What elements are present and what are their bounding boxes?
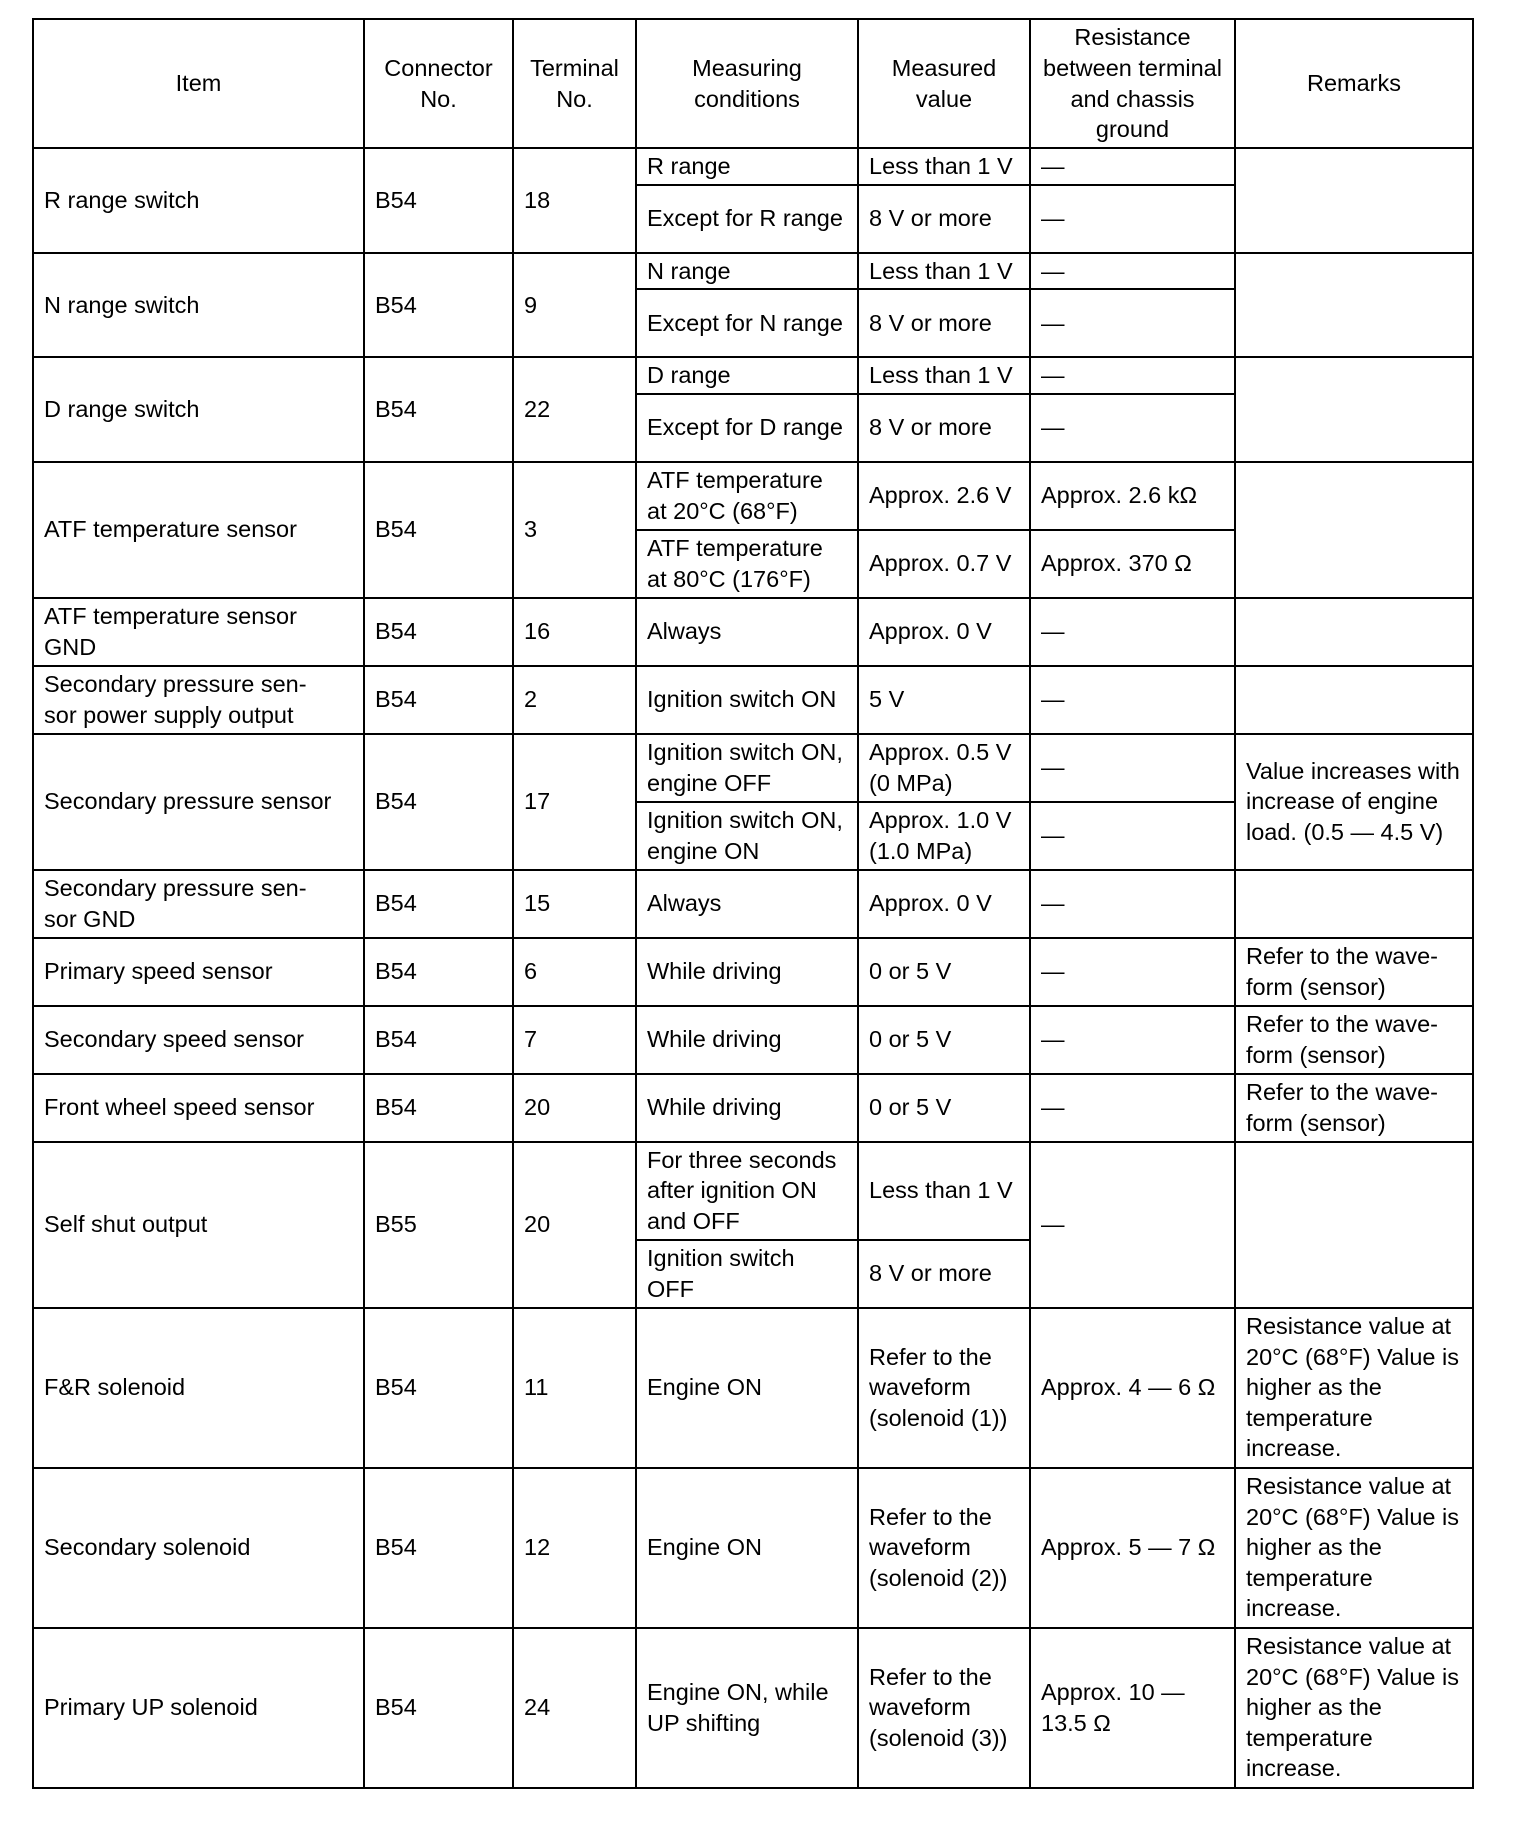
terminal-cell: 6 xyxy=(513,938,636,1006)
remarks-cell xyxy=(1235,1142,1473,1308)
remarks-cell xyxy=(1235,253,1473,358)
resistance-cell: — xyxy=(1030,289,1235,357)
header-remarks: Remarks xyxy=(1235,19,1473,148)
header-item: Item xyxy=(33,19,364,148)
condition-cell: Ignition switch OFF xyxy=(636,1240,858,1308)
terminal-cell: 20 xyxy=(513,1074,636,1142)
measured-value-cell: Less than 1 V xyxy=(858,148,1030,185)
connector-cell: B54 xyxy=(364,938,513,1006)
measured-value-cell: Less than 1 V xyxy=(858,357,1030,394)
measured-value-cell: 0 or 5 V xyxy=(858,1006,1030,1074)
condition-cell: Ignition switch ON, engine OFF xyxy=(636,734,858,802)
item-cell: D range switch xyxy=(33,357,364,462)
connector-cell: B54 xyxy=(364,462,513,598)
terminal-cell: 16 xyxy=(513,598,636,666)
table-row xyxy=(33,1468,1473,1628)
terminal-cell: 2 xyxy=(513,666,636,734)
remarks-cell xyxy=(1235,666,1473,734)
remarks-cell xyxy=(1235,598,1473,666)
connector-cell: B54 xyxy=(364,666,513,734)
terminal-cell: 24 xyxy=(513,1628,636,1788)
table-row xyxy=(33,253,1473,290)
connector-cell: B55 xyxy=(364,1142,513,1308)
table-row xyxy=(33,462,1473,530)
condition-cell: Engine ON xyxy=(636,1308,858,1468)
header-conditions: Measuring conditions xyxy=(636,19,858,148)
terminal-spec-table xyxy=(32,18,1474,1789)
table-row xyxy=(33,1142,1473,1240)
connector-cell: B54 xyxy=(364,1006,513,1074)
condition-cell: Except for D range xyxy=(636,394,858,462)
condition-cell: While driving xyxy=(636,1074,858,1142)
resistance-cell: — xyxy=(1030,598,1235,666)
header-resistance: Resistance between terminal and chassis ground xyxy=(1030,19,1235,148)
terminal-cell: 3 xyxy=(513,462,636,598)
measured-value-cell: 8 V or more xyxy=(858,289,1030,357)
measured-value-cell: Less than 1 V xyxy=(858,253,1030,290)
condition-cell: ATF temperature at 80°C (176°F) xyxy=(636,530,858,598)
measured-value-cell: Approx. 0.5 V (0 MPa) xyxy=(858,734,1030,802)
measured-value-cell: 0 or 5 V xyxy=(858,1074,1030,1142)
measured-value-cell: Approx. 2.6 V xyxy=(858,462,1030,530)
measured-value-cell: Approx. 0.7 V xyxy=(858,530,1030,598)
terminal-cell: 17 xyxy=(513,734,636,870)
resistance-cell: — xyxy=(1030,1006,1235,1074)
item-cell: R range switch xyxy=(33,148,364,253)
item-cell: Front wheel speed sensor xyxy=(33,1074,364,1142)
condition-cell: Always xyxy=(636,870,858,938)
connector-cell: B54 xyxy=(364,734,513,870)
remarks-cell: Refer to the wave- form (sensor) xyxy=(1235,1006,1473,1074)
item-cell: Primary speed sensor xyxy=(33,938,364,1006)
resistance-cell: — xyxy=(1030,870,1235,938)
table-row xyxy=(33,1308,1473,1468)
terminal-cell: 18 xyxy=(513,148,636,253)
resistance-cell: Approx. 4 — 6 Ω xyxy=(1030,1308,1235,1468)
resistance-cell: — xyxy=(1030,185,1235,253)
table-row xyxy=(33,1074,1473,1142)
remarks-cell xyxy=(1235,462,1473,598)
header-connector: Connector No. xyxy=(364,19,513,148)
condition-cell: Except for R range xyxy=(636,185,858,253)
remarks-cell: Resistance value at 20°C (68°F) Value is higher as the temperature increase. xyxy=(1235,1468,1473,1628)
resistance-cell: Approx. 10 — 13.5 Ω xyxy=(1030,1628,1235,1788)
connector-cell: B54 xyxy=(364,253,513,358)
item-cell: Secondary pressure sensor xyxy=(33,734,364,870)
resistance-cell: — xyxy=(1030,734,1235,802)
connector-cell: B54 xyxy=(364,870,513,938)
measured-value-cell: 5 V xyxy=(858,666,1030,734)
measured-value-cell: 8 V or more xyxy=(858,394,1030,462)
measured-value-cell: Refer to the waveform (solenoid (2)) xyxy=(858,1468,1030,1628)
measured-value-cell: Approx. 0 V xyxy=(858,598,1030,666)
connector-cell: B54 xyxy=(364,598,513,666)
item-cell: Primary UP solenoid xyxy=(33,1628,364,1788)
table-row xyxy=(33,598,1473,666)
measured-value-cell: Less than 1 V xyxy=(858,1142,1030,1240)
resistance-cell: — xyxy=(1030,253,1235,290)
table-body xyxy=(33,148,1473,1788)
item-cell: N range switch xyxy=(33,253,364,358)
remarks-cell: Resistance value at 20°C (68°F) Value is higher as the temperature increase. xyxy=(1235,1628,1473,1788)
table-row xyxy=(33,938,1473,1006)
resistance-cell: — xyxy=(1030,1142,1235,1308)
resistance-cell: — xyxy=(1030,802,1235,870)
condition-cell: Always xyxy=(636,598,858,666)
condition-cell: For three seconds after ignition ON and OFF xyxy=(636,1142,858,1240)
condition-cell: ATF temperature at 20°C (68°F) xyxy=(636,462,858,530)
resistance-cell: Approx. 5 — 7 Ω xyxy=(1030,1468,1235,1628)
resistance-cell: Approx. 370 Ω xyxy=(1030,530,1235,598)
item-cell: Secondary pressure sen- sor power supply output xyxy=(33,666,364,734)
item-cell: ATF temperature sensor xyxy=(33,462,364,598)
measured-value-cell: Refer to the waveform (solenoid (3)) xyxy=(858,1628,1030,1788)
terminal-cell: 22 xyxy=(513,357,636,462)
condition-cell: Engine ON, while UP shifting xyxy=(636,1628,858,1788)
connector-cell: B54 xyxy=(364,1308,513,1468)
item-cell: ATF temperature sensor GND xyxy=(33,598,364,666)
terminal-cell: 7 xyxy=(513,1006,636,1074)
resistance-cell: — xyxy=(1030,666,1235,734)
table-row xyxy=(33,1628,1473,1788)
terminal-cell: 9 xyxy=(513,253,636,358)
remarks-cell xyxy=(1235,357,1473,462)
connector-cell: B54 xyxy=(364,1074,513,1142)
condition-cell: Ignition switch ON, engine ON xyxy=(636,802,858,870)
condition-cell: R range xyxy=(636,148,858,185)
table-row xyxy=(33,357,1473,394)
measured-value-cell: Approx. 1.0 V (1.0 MPa) xyxy=(858,802,1030,870)
table-row xyxy=(33,870,1473,938)
item-cell: Secondary pressure sen- sor GND xyxy=(33,870,364,938)
item-cell: Secondary speed sensor xyxy=(33,1006,364,1074)
header-row xyxy=(33,19,1473,148)
measured-value-cell: 8 V or more xyxy=(858,1240,1030,1308)
condition-cell: Engine ON xyxy=(636,1468,858,1628)
connector-cell: B54 xyxy=(364,357,513,462)
item-cell: Secondary solenoid xyxy=(33,1468,364,1628)
remarks-cell: Value increases with increase of engine load. (0.5 — 4.5 V) xyxy=(1235,734,1473,870)
condition-cell: D range xyxy=(636,357,858,394)
condition-cell: While driving xyxy=(636,1006,858,1074)
resistance-cell: — xyxy=(1030,394,1235,462)
measured-value-cell: 8 V or more xyxy=(858,185,1030,253)
remarks-cell: Refer to the wave- form (sensor) xyxy=(1235,938,1473,1006)
measured-value-cell: 0 or 5 V xyxy=(858,938,1030,1006)
resistance-cell: — xyxy=(1030,938,1235,1006)
table-row xyxy=(33,666,1473,734)
resistance-cell: — xyxy=(1030,357,1235,394)
header-terminal: Terminal No. xyxy=(513,19,636,148)
item-cell: Self shut output xyxy=(33,1142,364,1308)
connector-cell: B54 xyxy=(364,1628,513,1788)
connector-cell: B54 xyxy=(364,148,513,253)
header-measured-value: Measured value xyxy=(858,19,1030,148)
terminal-cell: 15 xyxy=(513,870,636,938)
remarks-cell: Refer to the wave- form (sensor) xyxy=(1235,1074,1473,1142)
condition-cell: Ignition switch ON xyxy=(636,666,858,734)
measured-value-cell: Approx. 0 V xyxy=(858,870,1030,938)
remarks-cell xyxy=(1235,870,1473,938)
resistance-cell: — xyxy=(1030,148,1235,185)
remarks-cell: Resistance value at 20°C (68°F) Value is higher as the temperature increase. xyxy=(1235,1308,1473,1468)
condition-cell: N range xyxy=(636,253,858,290)
condition-cell: Except for N range xyxy=(636,289,858,357)
table-row xyxy=(33,148,1473,185)
terminal-cell: 20 xyxy=(513,1142,636,1308)
terminal-cell: 11 xyxy=(513,1308,636,1468)
table-row xyxy=(33,1006,1473,1074)
item-cell: F&R solenoid xyxy=(33,1308,364,1468)
resistance-cell: Approx. 2.6 kΩ xyxy=(1030,462,1235,530)
condition-cell: While driving xyxy=(636,938,858,1006)
table-row xyxy=(33,734,1473,802)
resistance-cell: — xyxy=(1030,1074,1235,1142)
terminal-cell: 12 xyxy=(513,1468,636,1628)
remarks-cell xyxy=(1235,148,1473,253)
measured-value-cell: Refer to the waveform (solenoid (1)) xyxy=(858,1308,1030,1468)
connector-cell: B54 xyxy=(364,1468,513,1628)
